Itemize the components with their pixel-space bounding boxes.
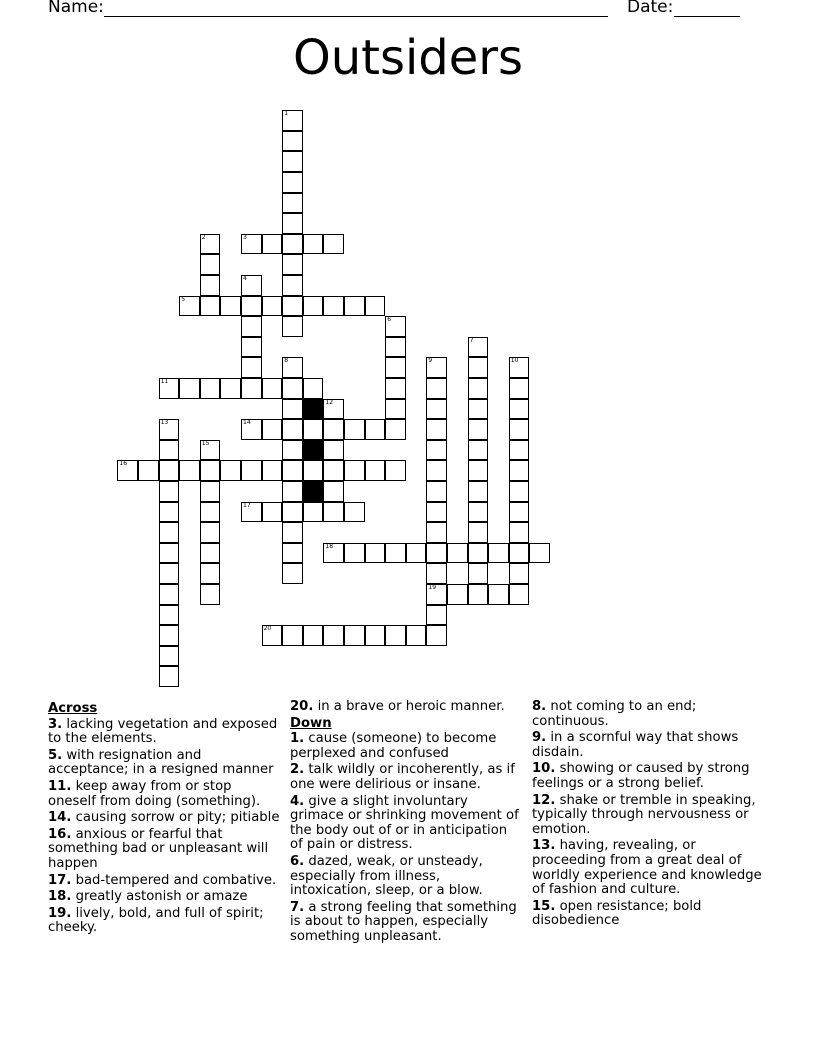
crossword-cell[interactable] xyxy=(200,481,221,502)
name-label: Name: xyxy=(48,0,104,17)
cell-number: 10 xyxy=(510,357,519,365)
crossword-cell[interactable] xyxy=(323,399,344,420)
crossword-cell[interactable] xyxy=(282,254,303,275)
crossword-cell[interactable] xyxy=(468,481,489,502)
crossword-cell[interactable] xyxy=(529,543,550,564)
crossword-cell[interactable] xyxy=(303,296,324,317)
crossword-cell[interactable] xyxy=(509,440,530,461)
crossword-cell[interactable] xyxy=(241,337,262,358)
cell-number: 11 xyxy=(160,378,169,385)
crossword-cell[interactable] xyxy=(509,419,530,440)
clue-text: showing or caused by strong feelings or a strong belief. xyxy=(532,761,750,791)
clue-number: 10. xyxy=(532,761,556,777)
crossword-cell[interactable] xyxy=(509,563,530,584)
crossword-cell[interactable] xyxy=(282,399,303,420)
crossword-cell[interactable] xyxy=(241,378,262,399)
crossword-cell[interactable] xyxy=(241,296,262,317)
crossword-cell[interactable] xyxy=(365,296,386,317)
crossword-cell[interactable] xyxy=(509,502,530,523)
crossword-cell[interactable] xyxy=(303,378,324,399)
crossword-cell[interactable] xyxy=(323,440,344,461)
crossword-cell[interactable] xyxy=(426,419,447,440)
clue-text: anxious or fearful that something bad or unpleasant will happen xyxy=(48,826,269,871)
clue-down xyxy=(290,763,522,792)
crossword-cell[interactable] xyxy=(344,625,365,646)
crossword-cell[interactable] xyxy=(468,378,489,399)
clue-number: 13. xyxy=(532,838,556,854)
crossword-cell[interactable] xyxy=(220,460,241,481)
crossword-cell[interactable] xyxy=(509,522,530,543)
clue-across xyxy=(48,780,280,809)
clue-number: 2. xyxy=(290,762,305,778)
crossword-cell[interactable] xyxy=(282,440,303,461)
crossword-cell[interactable] xyxy=(241,275,262,296)
crossword-cell[interactable] xyxy=(159,605,180,626)
crossword-cell[interactable] xyxy=(179,296,200,317)
down-heading: Down xyxy=(290,715,332,731)
clue-down xyxy=(532,794,772,838)
clue-across xyxy=(48,828,280,872)
crossword-cell[interactable] xyxy=(365,543,386,564)
crossword-cell[interactable] xyxy=(509,378,530,399)
crossword-cell[interactable] xyxy=(303,502,324,523)
crossword-cell[interactable] xyxy=(179,460,200,481)
crossword-cell[interactable] xyxy=(159,563,180,584)
clue-across xyxy=(48,749,280,778)
crossword-cell[interactable] xyxy=(509,543,530,564)
crossword-cell[interactable] xyxy=(262,296,283,317)
crossword-cell[interactable] xyxy=(323,460,344,481)
crossword-cell[interactable] xyxy=(200,460,221,481)
crossword-cell[interactable] xyxy=(282,563,303,584)
crossword-cell[interactable] xyxy=(282,151,303,172)
clue-text: in a brave or heroic manner. xyxy=(317,699,505,714)
crossword-cell[interactable] xyxy=(426,440,447,461)
crossword-cell[interactable] xyxy=(179,378,200,399)
crossword-cell[interactable] xyxy=(200,296,221,317)
clue-down xyxy=(532,839,772,897)
crossword-cell[interactable] xyxy=(303,234,324,255)
crossword-cell[interactable] xyxy=(468,419,489,440)
crossword-cell[interactable] xyxy=(200,378,221,399)
clue-text: keep away from or stop oneself from doing (something). xyxy=(48,778,261,809)
crossword-cell[interactable] xyxy=(282,213,303,234)
crossword-cell[interactable] xyxy=(200,522,221,543)
crossword-cell[interactable] xyxy=(262,234,283,255)
crossword-cell[interactable] xyxy=(385,419,406,440)
crossword-cell[interactable] xyxy=(385,625,406,646)
crossword-cell[interactable] xyxy=(426,502,447,523)
clue-across xyxy=(48,874,280,889)
clue-number: 12. xyxy=(532,792,556,808)
cell-number: 12 xyxy=(325,398,334,406)
crossword-cell[interactable] xyxy=(447,543,468,564)
crossword-cell[interactable] xyxy=(303,419,324,440)
clue-text: open resistance; bold disobedience xyxy=(532,898,702,929)
crossword-cell[interactable] xyxy=(426,357,447,378)
crossword-cell[interactable] xyxy=(200,543,221,564)
clue-down xyxy=(290,901,522,945)
crossword-cell[interactable] xyxy=(282,275,303,296)
crossword-cell[interactable] xyxy=(241,357,262,378)
crossword-cell[interactable] xyxy=(282,543,303,564)
clue-across xyxy=(48,907,280,936)
crossword-cell[interactable] xyxy=(200,440,221,461)
crossword-cell[interactable] xyxy=(385,316,406,337)
cell-number: 1 xyxy=(284,110,289,118)
crossword-cell[interactable] xyxy=(468,563,489,584)
crossword-cell[interactable] xyxy=(365,419,386,440)
crossword-cell[interactable] xyxy=(282,316,303,337)
crossword-cell[interactable] xyxy=(468,543,489,564)
crossword-cell[interactable] xyxy=(303,460,324,481)
crossword-block-cell xyxy=(303,481,324,502)
crossword-cell[interactable] xyxy=(385,357,406,378)
crossword-cell[interactable] xyxy=(159,481,180,502)
crossword-cell[interactable] xyxy=(426,378,447,399)
crossword-cell[interactable] xyxy=(159,543,180,564)
cell-number: 4 xyxy=(243,275,247,282)
clue-down xyxy=(532,762,772,791)
cell-number: 5 xyxy=(181,295,186,303)
clue-number: 6. xyxy=(290,853,305,869)
clue-text: cause (someone) to become perplexed and confused xyxy=(290,731,497,761)
crossword-cell[interactable] xyxy=(426,460,447,481)
cell-number: 15 xyxy=(201,439,210,447)
crossword-cell[interactable] xyxy=(426,605,447,626)
crossword-cell[interactable] xyxy=(509,481,530,502)
crossword-cell[interactable] xyxy=(282,522,303,543)
clue-number: 9. xyxy=(532,730,547,746)
crossword-cell[interactable] xyxy=(220,378,241,399)
crossword-cell[interactable] xyxy=(488,543,509,564)
crossword-cell[interactable] xyxy=(468,337,489,358)
clue-down xyxy=(532,700,772,729)
crossword-cell[interactable] xyxy=(323,543,344,564)
crossword-cell[interactable] xyxy=(159,646,180,667)
crossword-cell[interactable] xyxy=(426,543,447,564)
clue-text: bad-tempered and combative. xyxy=(75,872,277,888)
crossword-cell[interactable] xyxy=(344,296,365,317)
crossword-cell[interactable] xyxy=(282,110,303,131)
clue-text: shake or tremble in speaking, typically through nervousness or emotion. xyxy=(532,792,756,837)
crossword-cell[interactable] xyxy=(241,419,262,440)
crossword-cell[interactable] xyxy=(385,460,406,481)
cell-number: 17 xyxy=(243,501,251,509)
crossword-cell[interactable] xyxy=(323,296,344,317)
crossword-cell[interactable] xyxy=(365,625,386,646)
clue-text: causing sorrow or pity; pitiable xyxy=(75,810,280,826)
crossword-cell[interactable] xyxy=(509,460,530,481)
cell-number: 8 xyxy=(284,357,289,365)
crossword-cell[interactable] xyxy=(159,502,180,523)
clue-across xyxy=(48,890,280,905)
clues-column-2 xyxy=(290,700,522,947)
crossword-cell[interactable] xyxy=(159,440,180,461)
crossword-cell[interactable] xyxy=(344,460,365,481)
crossword-cell[interactable] xyxy=(344,419,365,440)
crossword-cell[interactable] xyxy=(241,460,262,481)
crossword-cell[interactable] xyxy=(426,399,447,420)
clue-text: with resignation and acceptance; in a resigned manner xyxy=(48,747,274,778)
clue-number: 4. xyxy=(290,793,305,809)
crossword-cell[interactable] xyxy=(426,584,447,605)
clue-text: in a scornful way that shows disdain. xyxy=(532,730,739,760)
crossword-cell[interactable] xyxy=(282,481,303,502)
clue-number: 3. xyxy=(48,716,63,732)
crossword-cell[interactable] xyxy=(262,625,283,646)
clue-number: 16. xyxy=(48,826,72,842)
clue-number: 17. xyxy=(48,872,72,888)
clue-text: having, revealing, or proceeding from a great deal of worldly experience and knowledge of fashion and culture. xyxy=(532,838,762,898)
crossword-cell[interactable] xyxy=(282,460,303,481)
cell-number: 14 xyxy=(243,419,251,427)
crossword-cell[interactable] xyxy=(241,316,262,337)
crossword-cell[interactable] xyxy=(468,502,489,523)
crossword-cell[interactable] xyxy=(282,357,303,378)
clue-number: 15. xyxy=(532,898,556,914)
cell-number: 2 xyxy=(201,233,206,241)
clue-down xyxy=(532,900,772,929)
clue-text: lively, bold, and full of spirit; cheeky. xyxy=(48,905,264,936)
crossword-cell[interactable] xyxy=(220,296,241,317)
crossword-cell[interactable] xyxy=(200,254,221,275)
crossword-cell[interactable] xyxy=(262,460,283,481)
crossword-cell[interactable] xyxy=(200,502,221,523)
crossword-cell[interactable] xyxy=(344,543,365,564)
crossword-cell[interactable] xyxy=(468,584,489,605)
clue-text: give a slight involuntary grimace or shrinking movement of the body out of or in anticipation of pain or distress. xyxy=(290,793,519,853)
crossword-cell[interactable] xyxy=(509,399,530,420)
crossword-cell[interactable] xyxy=(385,399,406,420)
crossword-cell[interactable] xyxy=(426,563,447,584)
crossword-cell[interactable] xyxy=(509,357,530,378)
page-title: Outsiders xyxy=(292,30,524,86)
crossword-cell[interactable] xyxy=(200,584,221,605)
clues-column-1 xyxy=(48,700,280,938)
clues-column-3 xyxy=(532,700,772,931)
crossword-cell[interactable] xyxy=(159,378,180,399)
cell-number: 7 xyxy=(469,336,474,344)
clue-number: 19. xyxy=(48,905,72,921)
clue-across xyxy=(290,700,522,715)
crossword-cell[interactable] xyxy=(262,502,283,523)
crossword-cell[interactable] xyxy=(282,419,303,440)
clue-number: 7. xyxy=(290,899,305,915)
crossword-cell[interactable] xyxy=(159,460,180,481)
clue-across xyxy=(48,718,280,747)
cell-number: 3 xyxy=(243,233,247,241)
cell-number: 9 xyxy=(428,357,433,365)
crossword-cell[interactable] xyxy=(282,172,303,193)
crossword-cell[interactable] xyxy=(323,625,344,646)
crossword-cell[interactable] xyxy=(365,460,386,481)
crossword-cell[interactable] xyxy=(385,378,406,399)
crossword-cell[interactable] xyxy=(509,584,530,605)
crossword-cell[interactable] xyxy=(426,522,447,543)
crossword-block-cell xyxy=(303,399,324,420)
clue-number: 20. xyxy=(290,699,314,714)
crossword-cell[interactable] xyxy=(468,460,489,481)
clue-down xyxy=(532,731,772,760)
crossword-cell[interactable] xyxy=(468,440,489,461)
crossword-cell[interactable] xyxy=(282,131,303,152)
crossword-cell[interactable] xyxy=(488,584,509,605)
clue-text: greatly astonish or amaze xyxy=(75,889,248,905)
crossword-cell[interactable] xyxy=(241,502,262,523)
crossword-cell[interactable] xyxy=(159,584,180,605)
crossword-cell[interactable] xyxy=(159,666,180,687)
crossword-cell[interactable] xyxy=(282,378,303,399)
crossword-cell[interactable] xyxy=(159,419,180,440)
crossword-cell[interactable] xyxy=(323,234,344,255)
crossword-cell[interactable] xyxy=(282,502,303,523)
crossword-cell[interactable] xyxy=(323,419,344,440)
clue-text: talk wildly or incoherently, as if one were delirious or insane. xyxy=(290,762,515,792)
crossword-cell[interactable] xyxy=(323,502,344,523)
clue-number: 14. xyxy=(48,810,72,826)
crossword-cell[interactable] xyxy=(262,419,283,440)
crossword-cell[interactable] xyxy=(447,584,468,605)
crossword-cell[interactable] xyxy=(282,234,303,255)
clue-number: 18. xyxy=(48,889,72,905)
clue-down xyxy=(290,855,522,899)
crossword-cell[interactable] xyxy=(138,460,159,481)
clue-text: a strong feeling that something is about to happen, especially something unpleasant. xyxy=(290,899,517,944)
crossword-cell[interactable] xyxy=(303,625,324,646)
crossword-cell[interactable] xyxy=(426,481,447,502)
cell-number: 18 xyxy=(325,542,334,550)
crossword-cell[interactable] xyxy=(282,193,303,214)
clue-down xyxy=(290,732,522,761)
crossword-cell[interactable] xyxy=(282,625,303,646)
cell-number: 19 xyxy=(428,584,437,591)
crossword-cell[interactable] xyxy=(241,234,262,255)
crossword-cell[interactable] xyxy=(468,399,489,420)
clue-number: 11. xyxy=(48,778,72,794)
clue-text: dazed, weak, or unsteady, especially from illness, intoxication, sleep, or a blow. xyxy=(290,853,483,899)
clue-down xyxy=(290,795,522,853)
cell-number: 16 xyxy=(119,460,128,468)
crossword-cell[interactable] xyxy=(406,543,427,564)
crossword-cell[interactable] xyxy=(323,481,344,502)
cell-number: 20 xyxy=(263,625,272,633)
clue-number: 5. xyxy=(48,747,63,763)
crossword-cell[interactable] xyxy=(385,337,406,358)
clue-text: not coming to an end; continuous. xyxy=(532,699,697,729)
crossword-cell[interactable] xyxy=(117,460,138,481)
crossword-cell[interactable] xyxy=(200,563,221,584)
cell-number: 6 xyxy=(387,316,392,324)
across-heading: Across xyxy=(48,701,98,716)
crossword-cell[interactable] xyxy=(344,502,365,523)
clue-across xyxy=(48,811,280,826)
crossword-cell[interactable] xyxy=(262,378,283,399)
crossword-cell[interactable] xyxy=(200,234,221,255)
clue-text: lacking vegetation and exposed to the elements. xyxy=(48,716,278,747)
crossword-block-cell xyxy=(303,440,324,461)
crossword-cell[interactable] xyxy=(468,522,489,543)
crossword-cell[interactable] xyxy=(385,543,406,564)
date-label: Date: xyxy=(627,0,674,17)
clue-number: 1. xyxy=(290,731,305,747)
crossword-cell[interactable] xyxy=(282,296,303,317)
crossword-cell[interactable] xyxy=(426,625,447,646)
crossword-cell[interactable] xyxy=(406,625,427,646)
clue-number: 8. xyxy=(532,699,547,714)
crossword-cell[interactable] xyxy=(159,522,180,543)
crossword-cell[interactable] xyxy=(159,625,180,646)
crossword-cell[interactable] xyxy=(468,357,489,378)
crossword-cell[interactable] xyxy=(200,275,221,296)
cell-number: 13 xyxy=(160,419,169,427)
